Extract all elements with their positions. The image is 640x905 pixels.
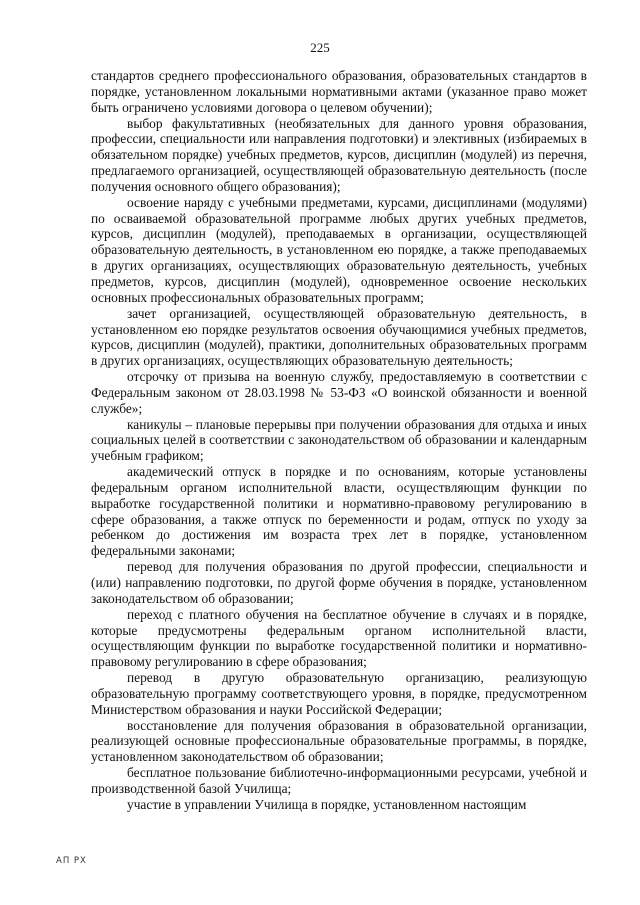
paragraph: бесплатное пользование библиотечно-информационными ресурсами, учебной и производственной базой Училища; — [91, 765, 587, 796]
paragraph: восстановление для получения образования в образовательной организации, реализующей основные профессиональные образовательные программы, в порядке, установленном законодательством об образовании; — [91, 717, 587, 765]
footer-mark: АП РХ — [56, 856, 87, 866]
paragraph: переход с платного обучения на бесплатное обучение в случаях и в порядке, которые предусмотрены федеральным органом исполнительной власти, осуществляющим функции по выработке государственной политики и нормативно-правовому регулированию в сфере образования; — [91, 606, 587, 670]
paragraph: выбор факультативных (необязательных для данного уровня образования, профессии, специальности или направления подготовки) и элективных (избираемых в обязательном порядке) учебных предметов, курсов, дисциплин (модулей) из перечня, предлагаемого организацией, осуществляющей образовательную деятельность (после получения основного общего образования); — [91, 115, 587, 194]
paragraph: участие в управлении Училища в порядке, установленном настоящим — [127, 796, 527, 812]
paragraph: стандартов среднего профессионального образования, образовательных стандартов в порядке, установленном локальными нормативными актами (указанное право может быть ограничено условиями договора о целевом обучении); — [91, 68, 587, 115]
paragraph: зачет организацией, осуществляющей образовательную деятельность, в установленном ею порядке результатов освоения обучающимися учебных предметов, курсов, дисциплин (модулей), практики, дополнительных образовательных программ в других организациях, осуществляющих образовательную деятельность; — [91, 305, 587, 369]
paragraph: отсрочку от призыва на военную службу, предоставляемую в соответствии с Федеральным законом от 28.03.1998 № 53-ФЗ «О воинской обязанности и военной службе»; — [91, 369, 587, 416]
paragraph: каникулы – плановые перерывы при получении образования для отдыха и иных социальных целей в соответствии с законодательством об образовании и календарным учебным графиком; — [91, 416, 587, 464]
paragraph: перевод для получения образования по другой профессии, специальности и (или) направлению подготовки, по другой форме обучения в порядке, установленном законодательством об образовании; — [91, 559, 587, 606]
paragraph: перевод в другую образовательную организацию, реализующую образовательную программу соответствующего уровня, в порядке, предусмотренном Министерством образования и науки Российской Федерации; — [91, 670, 587, 717]
document-body — [91, 68, 587, 813]
paragraph: академический отпуск в порядке и по основаниям, которые установлены федеральным органом исполнительной власти, осуществляющим функции по выработке государственной политики и нормативно-правовому регулированию в сфере образования, а также отпуск по беременности и родам, отпуск по уходу за ребенком до достижения им возраста трех лет в порядке, установленном федеральными законами; — [91, 464, 587, 559]
paragraph: освоение наряду с учебными предметами, курсами, дисциплинами (модулями) по осваиваемой образовательной программе любых других учебных предметов, курсов, дисциплин (модулей), преподаваемых в организации, осуществляющей образовательную деятельность, в установленном ею порядке, а также преподаваемых в других организациях, осуществляющих образовательную деятельность, учебных предметов, курсов, дисциплин (модулей), одновременное освоение нескольких основных профессиональных образовательных программ; — [91, 194, 587, 305]
page-number: 225 — [310, 40, 330, 55]
